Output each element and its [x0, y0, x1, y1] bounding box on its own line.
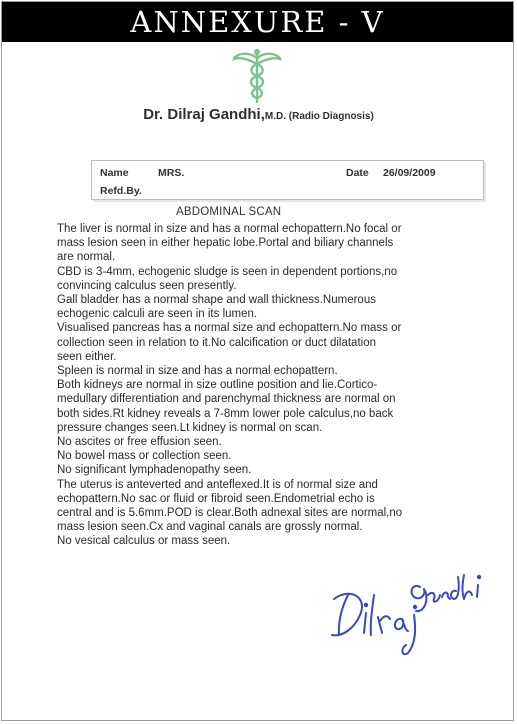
report-line: Spleen is normal in size and has a normal echopattern. [57, 365, 338, 378]
report-line: pressure changes seen.Lt kidney is normal on scan. [57, 421, 323, 434]
report-line: medullary differentiation and parenchymal thickness are normal on [57, 393, 396, 406]
report-line: central and is 5.6mm.POD is clear.Both adnexal sites are normal,no [57, 507, 403, 520]
annexure-title: ANNEXURE - V [130, 4, 385, 39]
report-line: seen either. [57, 350, 117, 363]
report-line: Visualised pancreas has a normal size and echopattern.No mass or [57, 322, 402, 335]
report-line: No ascites or free effusion seen. [57, 436, 222, 449]
report-line: CBD is 3-4mm, echogenic sludge is seen in dependent portions,no [57, 265, 398, 278]
report-line: collection seen in relation to it.No calcification or duct dilatation [57, 336, 376, 349]
report-title: ABDOMINAL SCAN [176, 206, 282, 218]
report-line: echogenic calculi are seen in its lumen. [57, 308, 258, 321]
annexure-banner [2, 2, 513, 42]
report-line: both sides.Rt kidney reveals a 7-8mm lower pole calculus,no back [57, 407, 394, 420]
patient-info-box [91, 160, 484, 200]
report-line: No vesical calculus or mass seen. [57, 535, 231, 548]
report-line: Gall bladder has a normal shape and wall thickness.Numerous [57, 294, 376, 307]
report-line: mass lesion seen in either hepatic lobe.Portal and biliary channels [57, 237, 394, 250]
report-line: The liver is normal in size and has a normal echopattern.No focal or [57, 223, 402, 235]
doctor-heading [0, 106, 517, 123]
date-value: 26/09/2009 [383, 167, 436, 179]
report-body [57, 222, 467, 549]
date-label: Date [346, 167, 369, 179]
report-line: mass lesion seen.Cx and vaginal canals are grossly normal. [57, 521, 363, 534]
report-line: convincing calculus seen presently. [57, 279, 237, 292]
doctor-qualification: M.D. (Radio Diagnosis) [264, 111, 374, 122]
handwritten-signature [320, 565, 485, 660]
report-line: The uterus is anteverted and anteflexed.It is of normal size and [57, 478, 378, 491]
doctor-name: Dr. Dilraj Gandhi, [143, 106, 265, 123]
report-line: Both kidneys are normal in size outline position and lie.Cortico- [57, 379, 378, 392]
name-value: MRS. [158, 167, 185, 179]
referred-by-label: Refd.By. [100, 185, 142, 197]
caduceus-icon [232, 46, 282, 104]
report-line: No significant lymphadenopathy seen. [57, 464, 252, 477]
report-line: are normal. [57, 251, 116, 264]
report-line: echopattern.No sac or fluid or fibroid seen.Endometrial echo is [57, 492, 375, 505]
report-line: No bowel mass or collection seen. [57, 450, 232, 463]
name-label: Name [100, 167, 129, 179]
